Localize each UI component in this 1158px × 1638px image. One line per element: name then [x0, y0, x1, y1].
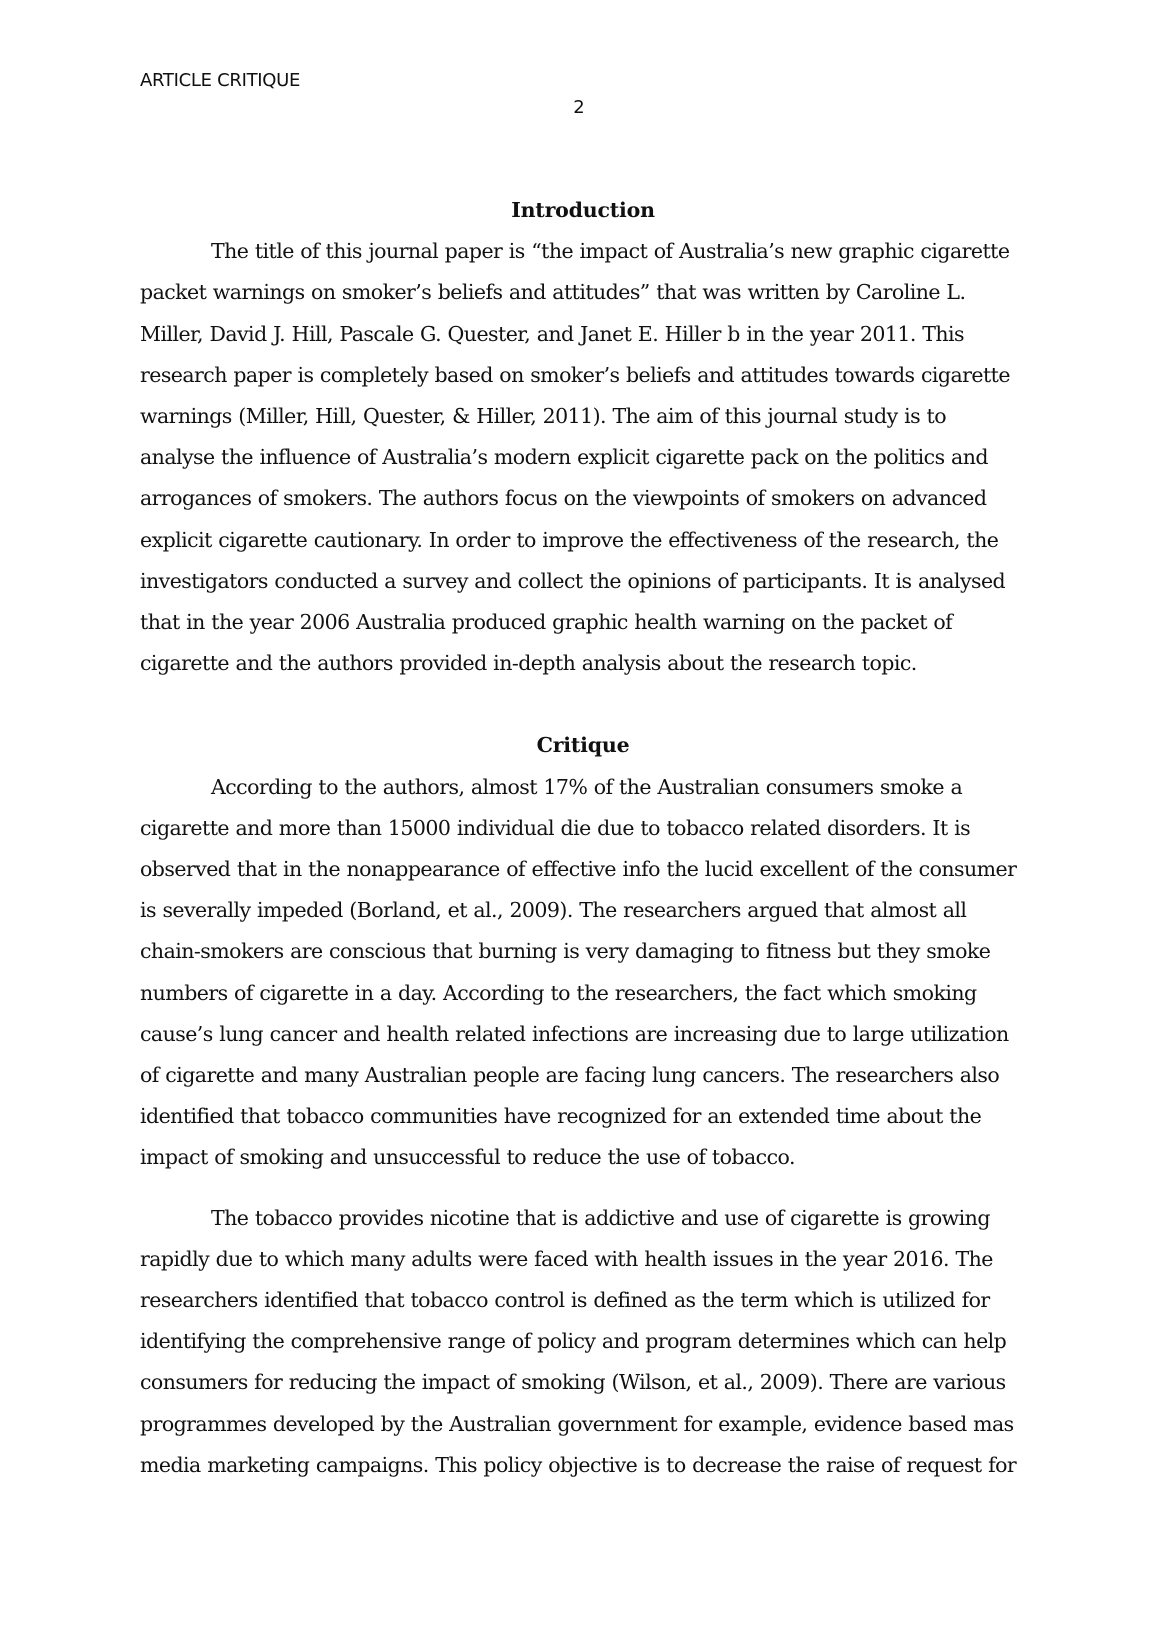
introduction-heading: Introduction [511, 198, 655, 222]
critique-heading: Critique [536, 733, 630, 758]
critique-paragraph-2: The tobacco provides nicotine that is addictive and use of cigarette is growing rapidly due to which many adults were faced with health issues in the year 2016. The researchers identified that tobacco control is defined as the term which is utilized for identifying the comprehensive range of policy and program determines which can help consumers for reducing the impact of smoking (Wilson, et al., 2009). There are various programmes developed by the Australian government for example, evidence based mas media marketing campaigns. This policy objective is to decrease the raise of request for [140, 1205, 1017, 1477]
running-head: ARTICLE CRITIQUE [140, 70, 301, 91]
critique-paragraph-1: According to the authors, almost 17% of the Australian consumers smoke a cigarette and more than 15000 individual die due to tobacco related disorders. It is observed that in the nonappearance of effective info the lucid excellent of the consumer is severally impeded (Borland, et al., 2009). The researchers argued that almost all chain-smokers are conscious that burning is very damaging to fitness but they smoke numbers of cigarette in a day. According to the researchers, the fact which smoking cause’s lung cancer and health related infections are increasing due to large utilization of cigarette and many Australian people are facing lung cancers. The researchers also identified that tobacco communities have recognized for an extended time about the impact of smoking and unsuccessful to reduce the use of tobacco. [140, 774, 1017, 1170]
page-number: 2 [573, 97, 585, 118]
section-spacer [140, 684, 1026, 725]
introduction-paragraph: The title of this journal paper is “the impact of Australia’s new graphic cigarette packet warnings on smoker’s beliefs and attitudes” that was written by Caroline L. Miller, David J. Hill, Pascale G. Quester, and Janet E. Hiller b in the year 2011. This research paper is completely based on smoker’s beliefs and attitudes towards cigarette warnings (Miller, Hill, Quester, & Hiller, 2011). The aim of this journal study is to analyse the influence of Australia’s modern explicit cigarette pack on the politics and arrogances of smokers. The authors focus on the viewpoints of smokers on advanced explicit cigarette cautionary. In order to improve the effectiveness of the research, the investigators conducted a survey and collect the opinions of participants. It is analysed that in the year 2006 Australia produced graphic health warning on the packet of cigarette and the authors provided in-depth analysis about the research topic. [140, 239, 1010, 676]
paragraph-spacer [140, 1179, 1026, 1198]
document-body [140, 190, 1026, 1486]
